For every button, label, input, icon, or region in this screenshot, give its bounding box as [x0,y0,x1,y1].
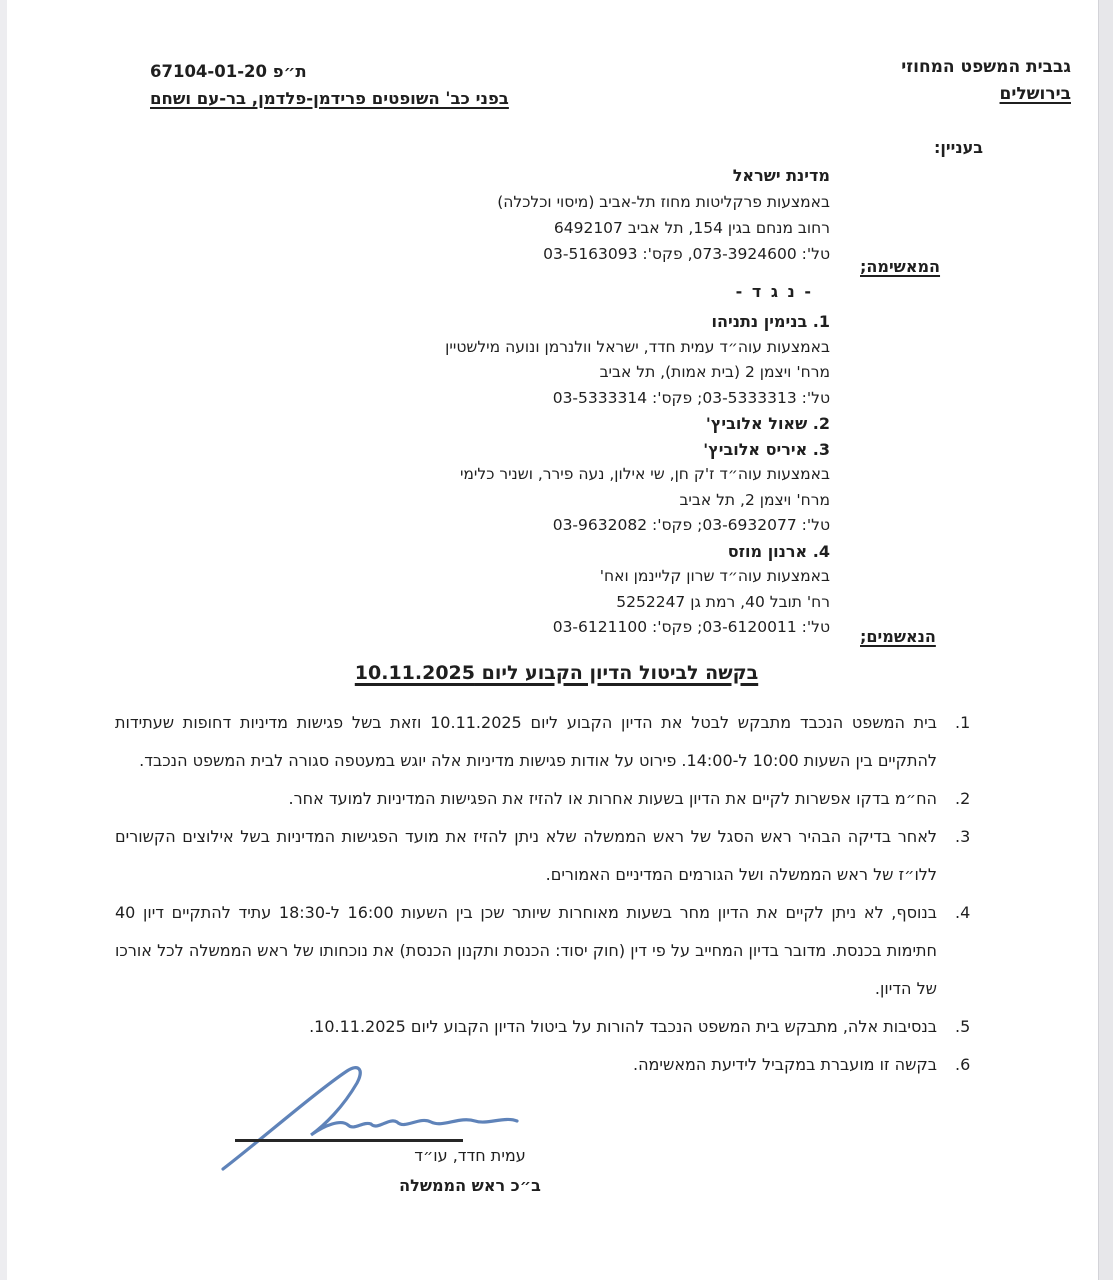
signature-line [235,1139,463,1142]
defendant-line: מרח' ויצמן 2 (בית אמות), תל אביב [599,363,830,381]
paragraph-text: לאחר בדיקה הבהיר ראש הסגל של ראש הממשלה שלא ניתן להזיז את מועד הפגישות המדיניות בשל אילוצים הקשורים ללו״ז של ראש הממשלה ושל הגורמים המדיניים האמורים. [115,826,937,884]
paragraph-text: בנסיבות אלה, מתבקש בית המשפט הנכבד להורות על ביטול הדיון הקבוע ליום 10.11.2025. [309,1016,937,1036]
defendant-line: מרח' ויצמן 2, תל אביב [679,490,830,509]
motion-title: בקשה לביטול הדיון הקבוע ליום 10.11.2025 [354,661,759,684]
paragraph [115,704,985,780]
defendant-line: רח' תובל 40, רמת גן 5252247 [616,592,830,611]
defendant-name: 3. איריס אלוביץ' [703,439,830,459]
paragraph-number: 1. [955,712,971,732]
prosecution-line: רחוב מנחם בגין 154, תל אביב 6492107 [553,219,830,237]
signature-block [0,1084,1113,1229]
prosecution-line: טל': 073-3924600, פקס': 03-5163093 [543,245,830,263]
paragraph-number: 5. [955,1016,971,1036]
court-name-block [901,54,1071,108]
prosecution-role-label: המאשימה; [860,257,941,276]
paragraph-text: בנוסף, לא ניתן לקיים את הדיון מחר בשעות מאוחרות שיותר שכן בין השעות 16:00 ל-18:30 עתיד להתקיים דיון 40 חתימות בכנסת. מדובר בדיון המחייב על פי דין (חוק יסוד: הכנסת ותקנון הכנסת) את נוכחותו של ראש הממשלה לכל אורכו של הדיון. [115,902,937,998]
prosecution-block [0,163,830,267]
paragraph-number: 6. [955,1054,971,1074]
case-header-block [150,58,509,112]
defendant-name: 2. שאול אלוביץ' [705,414,830,433]
paragraph-number: 2. [955,788,971,808]
defendant-line: טל': 03-6120011; פקס': 03-6121100 [552,618,830,636]
court-city-line: בירושלים [999,84,1071,104]
versus-label: - נ ג ד - [735,282,813,301]
prosecution-line: באמצעות פרקליטות מחוז תל-אביב (מיסוי וכלכלה) [497,193,830,211]
defendant-line: טל': 03-6932077; פקס': 03-9632082 [552,516,830,534]
defendant-line: באמצעות עוה״ד שרון קליינמן ואח' [599,567,830,585]
paragraph-text: בית המשפט הנכבד מתבקש לבטל את הדיון הקבוע ליום 10.11.2025 וזאת בשל פגישות מדיניות דחופות שעתידות להתקיים בין השעות 10:00 ל-14:00. פירוט על אודות פגישות מדיניות אלה יוגש במעטפה סגורה לבית המשפט הנכבד. [115,712,937,770]
defendant-line: באמצעות עוה״ד עמית חדד, ישראל וולנרמן ונועה מילשטיין [445,337,830,356]
in-re-label: בעניין: [934,138,983,157]
paragraph [115,894,985,1008]
paragraph [115,780,985,818]
paragraph [115,818,985,894]
paragraph-number: 3. [955,826,971,846]
defendant-line: טל': 03-5333313; פקס': 03-5333314 [552,388,830,407]
paragraph [115,1008,985,1046]
defendants-role-label: הנאשמים; [860,626,936,646]
paragraph-list [115,704,985,1084]
prosecution-name: מדינת ישראל [732,166,830,185]
paragraph-text: בקשה זו מועברת במקביל לידיעת המאשימה. [633,1054,937,1074]
signatory-role: ב״כ ראש הממשלה [399,1175,541,1195]
case-number: ת״פ 67104-01-20 [150,62,307,81]
court-name-line: גבבית המשפט המחוזי [901,57,1071,77]
defendant-name: 4. ארנון מוזס [727,541,830,561]
judges-line: בפני כב' השופטים פרידמן-פלדמן, בר-עם ושחם [150,89,509,108]
paragraph-text: הח״מ בדקו אפשרות לקיים את הדיון בשעות אחרות או להזיז את הפגישות המדיניות למועד אחר. [288,788,937,808]
paragraph-number: 4. [955,902,971,922]
defendant-name: 1. בנימין נתניהו [711,312,830,331]
defendants-block [0,309,830,641]
signatory-name: עמית חדד, עו״ד [414,1145,526,1165]
defendant-line: באמצעות עוה״ד ז'ק חן, שי אילון, נעה פירר, ושניר כלימי [459,465,830,483]
